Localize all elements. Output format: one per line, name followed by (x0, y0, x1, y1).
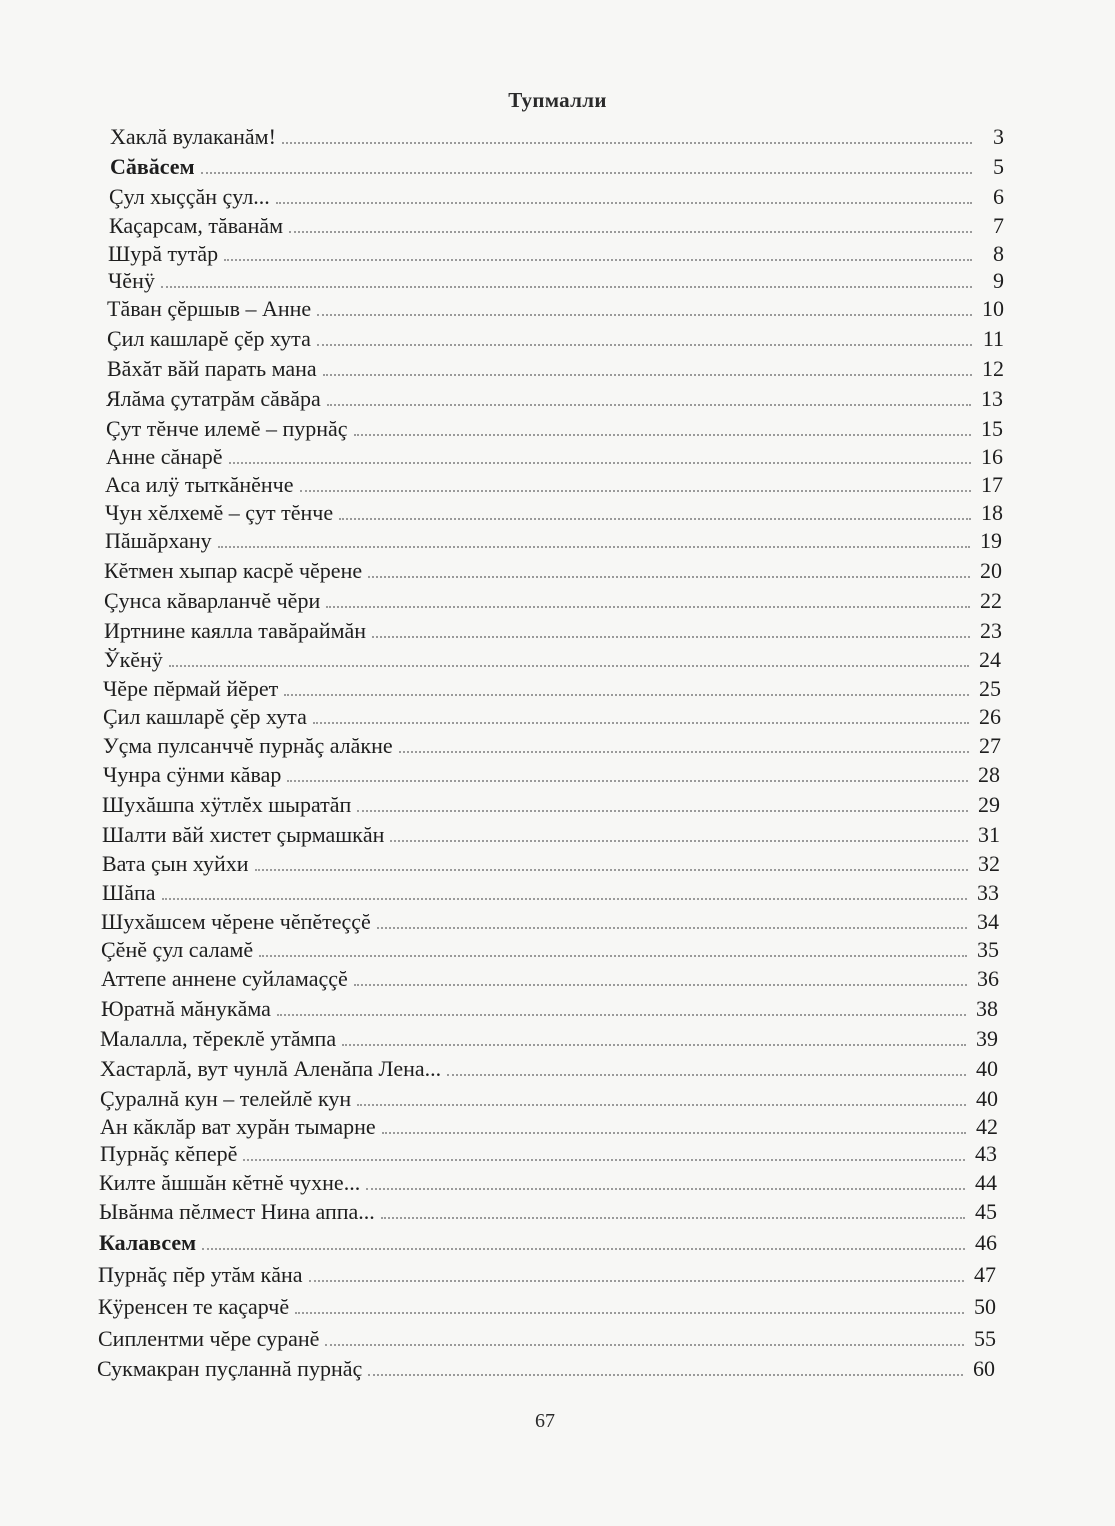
dot-leader (399, 751, 969, 753)
dot-leader (309, 1280, 964, 1282)
toc-entry-title: Тăван çĕршыв – Анне (107, 296, 312, 321)
toc-entry-page: 19 (980, 528, 1002, 553)
toc-entry-title: Чун хĕлхемĕ – çут тĕнче (105, 500, 334, 525)
toc-entry-page: 3 (993, 124, 1004, 149)
toc-entry-page: 46 (975, 1230, 997, 1255)
toc-entry-title: Шăпа (102, 880, 156, 905)
toc-entry-title: Хастарлă, вут чунлă Аленăпа Лена... (100, 1056, 442, 1081)
toc-entry-page: 44 (975, 1170, 997, 1195)
toc-entry (102, 845, 1000, 877)
toc-entry-title: Аса илÿ тыткăнĕнче (105, 472, 294, 497)
toc-entry-title: Юратнă мăнукăма (101, 996, 271, 1021)
toc-entry-page: 55 (974, 1326, 996, 1351)
toc-entry-page: 50 (974, 1294, 996, 1319)
toc-entry-page: 13 (981, 386, 1003, 411)
toc-entry-page: 35 (977, 937, 999, 962)
dot-leader (372, 636, 970, 638)
toc-entry-title: Шухăшпа хÿтлĕх шыратăп (102, 792, 352, 817)
toc-entry (99, 1164, 997, 1196)
toc-entry-title: Çут тĕнче илемĕ – пурнăç (106, 416, 348, 441)
dot-leader (447, 1074, 966, 1076)
toc-entry-title: Пурнăç пĕр утăм кăна (98, 1262, 303, 1287)
dot-leader (357, 810, 968, 812)
toc-entry-title: Çуралнă кун – телейлĕ кун (100, 1086, 352, 1111)
toc-entry-page: 28 (978, 762, 1000, 787)
toc-entry (102, 786, 1000, 818)
toc-entry-page: 33 (977, 880, 999, 905)
toc-entry-page: 23 (980, 618, 1002, 643)
toc-entry-page: 39 (976, 1026, 998, 1051)
toc-entry-title: Сукмакран пуçланнă пурнăç (97, 1356, 363, 1381)
dot-leader (368, 1374, 963, 1376)
toc-entry (104, 552, 1002, 584)
toc-entry-page: 5 (993, 154, 1004, 179)
toc-entry (104, 582, 1002, 614)
toc-entry-title: Çил кашларĕ çĕр хута (103, 704, 307, 729)
dot-leader (317, 344, 972, 346)
toc-entry-page: 38 (976, 996, 998, 1021)
toc-entry (97, 1350, 995, 1382)
dot-leader (377, 927, 967, 929)
toc-entry-title: Çĕнĕ çул саламĕ (101, 937, 254, 962)
toc-entry (99, 1193, 997, 1225)
toc-entry-title: Ывăнма пĕлмест Нина аппа... (99, 1199, 375, 1224)
toc-entry-page: 40 (976, 1056, 998, 1081)
toc-entry-title: Ялăма çутатрăм сăвăра (106, 386, 321, 411)
dot-leader (342, 1044, 966, 1046)
dot-leader (289, 231, 972, 233)
toc-entry (109, 178, 1004, 210)
toc-entry-page: 24 (979, 647, 1001, 672)
toc-entry-title: Анне сăнарĕ (106, 444, 223, 469)
toc-entry (101, 931, 999, 963)
toc-entry-page: 22 (980, 588, 1002, 613)
dot-leader (169, 665, 969, 667)
toc-entry-title: Аттепе аннене суйламаççĕ (101, 966, 348, 991)
dot-leader (229, 462, 971, 464)
dot-leader (284, 694, 969, 696)
toc-entry-title: Сиплентми чĕре суранĕ (98, 1326, 320, 1351)
toc-entry (98, 1256, 996, 1288)
toc-entry-title: Малалла, тĕреклĕ утăмпа (100, 1026, 337, 1051)
dot-leader (381, 1217, 965, 1219)
dot-leader (243, 1159, 965, 1161)
toc-entry-page: 6 (993, 184, 1004, 209)
dot-leader (224, 259, 972, 261)
toc-entry-page: 34 (977, 909, 999, 934)
toc-entry-title: Калавсем (99, 1230, 197, 1255)
toc-entry-title: Чунра сÿнми кăвар (103, 762, 282, 787)
toc-entry-page: 11 (982, 326, 1004, 351)
page-title: Тупмалли (508, 88, 607, 112)
toc-entry (98, 1320, 996, 1352)
toc-entry (106, 380, 1003, 412)
toc-entry-page: 20 (980, 558, 1002, 583)
toc-entry-page: 43 (975, 1141, 997, 1166)
toc-entry-title: Вата çын хуйхи (102, 851, 249, 876)
dot-leader (354, 984, 967, 986)
dot-leader (339, 518, 971, 520)
page-number: 67 (535, 1410, 555, 1432)
toc-entry-title: Уçма пулсанччĕ пурнăç алăкне (103, 733, 393, 758)
dot-leader (327, 404, 971, 406)
toc-entry (107, 320, 1004, 352)
toc-entry (110, 118, 1004, 150)
toc-entry-title: Шухăшсем чĕрене чĕпĕтеççĕ (101, 909, 371, 934)
toc-entry-page: 29 (978, 792, 1000, 817)
toc-entry (103, 698, 1001, 730)
dot-leader (161, 286, 972, 288)
dot-leader (368, 576, 970, 578)
toc-entry-title: Кÿренсен те каçарчĕ (98, 1294, 290, 1319)
toc-entry (101, 960, 999, 992)
toc-entry-title: Ан кăклăр ват хурăн тымарне (100, 1114, 376, 1139)
toc-entry-page: 47 (974, 1262, 996, 1287)
toc-entry-page: 7 (993, 213, 1004, 238)
toc-entry-title: Çил кашларĕ çĕр хута (107, 326, 311, 351)
toc-entry-title: Хаклă вулаканăм! (110, 124, 276, 149)
toc-entry-title: Кĕтмен хыпар касрĕ чĕрене (104, 558, 363, 583)
dot-leader (218, 546, 970, 548)
dot-leader (162, 898, 968, 900)
toc-entry-title: Ўкĕнÿ (104, 647, 163, 672)
dot-leader (287, 780, 968, 782)
toc-entry-page: 26 (979, 704, 1001, 729)
dot-leader (313, 722, 969, 724)
toc-entry (107, 350, 1004, 382)
toc-section-heading (99, 1224, 997, 1256)
dot-leader (202, 1248, 965, 1250)
toc-entry-page: 10 (982, 296, 1004, 321)
dot-leader (317, 314, 972, 316)
dot-leader (354, 434, 971, 436)
toc-entry-page: 18 (981, 500, 1003, 525)
toc-entry (100, 1020, 998, 1052)
dot-leader (323, 374, 972, 376)
toc-entry-page: 17 (981, 472, 1003, 497)
toc-entry (100, 1050, 998, 1082)
toc-entry (104, 641, 1001, 673)
toc-entry (100, 1135, 997, 1167)
dot-leader (282, 142, 972, 144)
dot-leader (276, 202, 972, 204)
dot-leader (255, 869, 968, 871)
toc-entry (105, 522, 1002, 554)
toc-entry (103, 756, 1000, 788)
toc-entry-page: 16 (981, 444, 1003, 469)
toc-entry-page: 8 (993, 241, 1004, 266)
dot-leader (259, 955, 967, 957)
toc-entry (104, 612, 1002, 644)
toc-entry-title: Шалти вăй хистет çырмашкăн (102, 822, 385, 847)
toc-entry-title: Каçарсам, тăванăм (109, 213, 284, 238)
dot-leader (277, 1014, 966, 1016)
toc-entry-title: Сăвăсем (110, 154, 195, 179)
toc-entry (102, 816, 1000, 848)
toc-entry-page: 27 (979, 733, 1001, 758)
dot-leader (201, 172, 972, 174)
toc-entry-page: 12 (982, 356, 1004, 381)
toc-entry-title: Шурă тутăр (108, 241, 219, 266)
dot-leader (325, 1344, 964, 1346)
toc-entry (98, 1288, 996, 1320)
toc-entry-page: 15 (981, 416, 1003, 441)
dot-leader (326, 606, 970, 608)
toc-entry-title: Вăхăт вăй парать мана (107, 356, 317, 381)
toc-entry-page: 31 (978, 822, 1000, 847)
toc-entry-page: 9 (993, 268, 1004, 293)
dot-leader (366, 1188, 965, 1190)
toc-entry (103, 727, 1001, 759)
toc-entry (102, 874, 999, 906)
toc-entry-title: Çунса кăварланчĕ чĕри (104, 588, 321, 613)
dot-leader (357, 1104, 966, 1106)
toc-entry (101, 990, 998, 1022)
toc-entry-title: Пурнăç кĕперĕ (100, 1141, 238, 1166)
dot-leader (390, 840, 968, 842)
toc-entry-title: Пăшăрхану (105, 528, 212, 553)
toc-entry-title: Иртнине каялла тавăраймăн (104, 618, 367, 643)
toc-entry-page: 45 (975, 1199, 997, 1224)
toc-entry-page: 42 (976, 1114, 998, 1139)
toc-entry-title: Çул хыççăн çул... (109, 184, 270, 209)
toc-entry-page: 60 (973, 1356, 995, 1381)
toc-entry-page: 25 (979, 676, 1001, 701)
toc-entry-page: 32 (978, 851, 1000, 876)
toc-entry-title: Чĕнÿ (108, 268, 155, 293)
toc-section-heading (110, 148, 1004, 180)
toc-entry (107, 290, 1004, 322)
toc-entry-page: 36 (977, 966, 999, 991)
dot-leader (295, 1312, 964, 1314)
toc-entry-title: Чĕре пĕрмай йĕрет (103, 676, 279, 701)
dot-leader (300, 490, 972, 492)
dot-leader (382, 1132, 966, 1134)
toc-entry-page: 40 (976, 1086, 998, 1111)
toc-entry-title: Килте ăшшăн кĕтнĕ чухне... (99, 1170, 361, 1195)
